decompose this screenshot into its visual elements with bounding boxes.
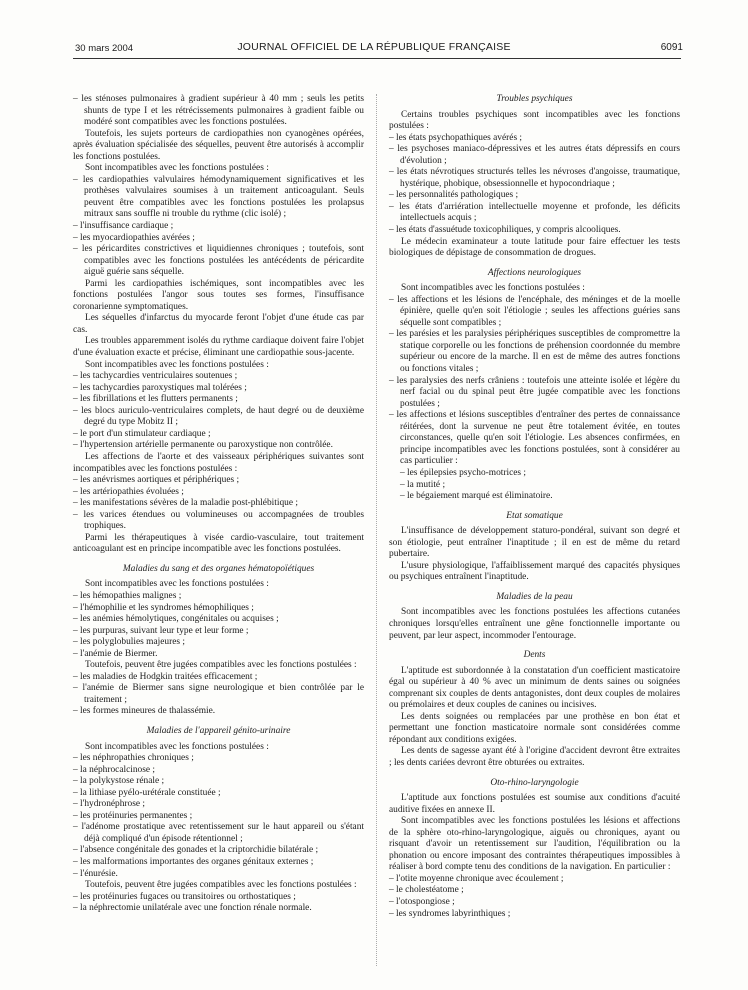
paragraph: Sont incompatibles avec les fonctions postulées : [85, 359, 269, 370]
list-item: – les états psychopathiques avérés ; [389, 133, 680, 145]
list-item: – les varices étendues ou volumineuses ou accompagnées de troubles trophiques. [73, 510, 364, 533]
list-item: – les tachycardies paroxystiques mal tolérées ; [73, 383, 364, 395]
section-heading: Maladies de l'appareil génito-urinaire [146, 725, 291, 736]
bullet-list [73, 371, 364, 452]
bullet-list [73, 753, 364, 880]
bullet-list [73, 672, 364, 718]
paragraph: Parmi les cardiopathies ischémiques, sont incompatibles avec les fonctions postulées l'angor sous toutes ses formes, l'insuffisance coronarienne symptomatiques. [73, 278, 364, 312]
paragraph: L'aptitude aux fonctions postulées est soumise aux conditions d'acuité auditive fixées en annexe II. [389, 793, 680, 815]
paragraph: Parmi les thérapeutiques à visée cardio-vasculaire, tout traitement anticoagulant est en principe incompatible avec les fonctions postulées. [73, 532, 364, 555]
list-item: – les polyglobulies majeures ; [73, 637, 364, 649]
right-column [389, 94, 680, 920]
list-item: – les malformations importantes des organes génitaux externes ; [73, 857, 364, 869]
list-item: – l'anémie de Biermer sans signe neurologique et bien contrôlée par le traitement ; [73, 683, 364, 706]
bullet-list [389, 133, 680, 237]
list-item: – les anévrismes aortiques et périphériques ; [73, 475, 364, 487]
list-item: – les épilepsies psycho-motrices ; [389, 468, 680, 480]
list-item: – les états d'arriération intellectuelle moyenne et profonde, les déficits intellectuels acquis ; [389, 202, 680, 225]
list-item: – les maladies de Hodgkin traitées efficacement ; [73, 672, 364, 684]
paragraph: Sont incompatibles avec les fonctions postulées : [85, 741, 269, 752]
bullet-list [73, 892, 364, 915]
paragraph: L'usure physiologique, l'affaiblissement marqué des capacités physiques ou psychiques entraînent l'inaptitude. [389, 560, 680, 583]
list-item: – les protéinuries permanentes ; [73, 811, 364, 823]
list-item: – la mutité ; [389, 480, 680, 492]
paragraph: Certains troubles psychiques sont incompatibles avec les fonctions postulées : [389, 109, 680, 132]
paragraph: Sont incompatibles avec les fonctions postulées les affections cutanées chroniques lorsqu'elles entraînent une gêne fonctionnelle importante ou peuvent, par leur aspect, incommoder l'entourage. [389, 607, 680, 641]
paragraph: Les troubles apparemment isolés du rythme cardiaque doivent faire l'objet d'une évaluation exacte et précise, éliminant une cardiopathie sous-jacente. [73, 336, 364, 359]
bullet-list [73, 175, 364, 279]
paragraph: Sont incompatibles avec les fonctions postulées les lésions et affections de la sphère oto-rhino-laryngologique, aiguës ou chroniques, ayant ou risquant d'avoir un retentissement sur l'audition, l'équilibration ou la phonation ou encore imposant des contraintes thérapeutiques impossibles à réaliser à bord compte tenu des conditions de la navigation. En particulier : [389, 816, 680, 873]
list-item: – la néphrocalcinose ; [73, 765, 364, 777]
list-item: – l'insuffisance cardiaque ; [73, 221, 364, 233]
journal-title: JOURNAL OFFICIEL DE LA RÉPUBLIQUE FRANÇAISE [237, 41, 511, 53]
list-item: – le port d'un stimulateur cardiaque ; [73, 429, 364, 441]
list-item: – le cholestéatome ; [389, 885, 680, 897]
paragraph: Sont incompatibles avec les fonctions postulées : [401, 283, 585, 294]
section-heading: Dents [523, 650, 546, 661]
section-heading: Etat somatique [506, 510, 563, 521]
paragraph: Les dents soignées ou remplacées par une prothèse en bon état et permettant une fonction masticatoire normale sont considérées comme répondant aux conditions exigées. [389, 711, 680, 745]
left-column [73, 94, 364, 915]
list-item: – les artériopathies évoluées ; [73, 487, 364, 499]
paragraph: Les séquelles d'infarctus du myocarde feront l'objet d'une étude cas par cas. [73, 313, 364, 335]
list-item: – l'adénome prostatique avec retentissement sur le haut appareil ou s'étant déjà compliqué d'un épisode rétentionnel ; [73, 822, 364, 845]
paragraph: L'aptitude est subordonnée à la constatation d'un coefficient masticatoire égal ou supérieur à 40 % avec un minimum de dents saines ou soignées comprenant six couples de dents antagonistes, dont deux couples de molaires ou prémolaires et deux couples de canines ou incisives. [389, 665, 680, 711]
list-item: – les personnalités pathologiques ; [389, 190, 680, 202]
bullet-list [73, 475, 364, 533]
list-item: – les cardiopathies valvulaires hémodynamiquement significatives et les prothèses valvulaires soumises à un traitement anticoagulant. Seuls peuvent être compatibles avec les fonctions postulées les prolapsus mitraux sans souffle ni trouble du rythme (clic isolé) ; [73, 175, 364, 221]
paragraph: Les dents de sagesse ayant été à l'origine d'accident devront être extraites ; les dents cariées devront être obturées ou extraites. [389, 746, 680, 768]
list-item: – la polykystose rénale ; [73, 776, 364, 788]
list-item: – l'anémie de Biermer. [73, 649, 364, 661]
list-item: – la néphrectomie unilatérale avec une fonction rénale normale. [73, 903, 364, 915]
bullet-list [389, 874, 680, 920]
list-item: – les parésies et les paralysies périphériques susceptibles de compromettre la statique corporelle ou les fonctions de préhension coordonnée du membre supérieur ou encore de la marche. Il en est de même des autres fonctions ou fonctions vitales ; [389, 329, 680, 375]
list-item: – l'hypertension artérielle permanente ou paroxystique non contrôlée. [73, 440, 364, 452]
list-item: – les syndromes labyrinthiques ; [389, 909, 680, 921]
list-item: – les formes mineures de thalassémie. [73, 706, 364, 718]
section-heading: Maladies de la peau [496, 591, 573, 602]
list-item: – les tachycardies ventriculaires soutenues ; [73, 371, 364, 383]
header-rule [73, 58, 681, 59]
paragraph: Toutefois, les sujets porteurs de cardiopathies non cyanogènes opérées, après évaluation spécialisée des séquelles, peuvent être autorisés à accomplir les fonctions postulées. [73, 128, 364, 162]
section-heading: Affections neurologiques [487, 267, 582, 278]
page-number: 6091 [660, 42, 683, 53]
list-item: – les affections et lésions susceptibles d'entraîner des pertes de connaissance réitérées, dont la survenue ne peut être totalement évitée, en toutes circonstances, quelle qu'en soit l'étiologie. Les absences confirmées, en principe incompatibles avec les fonctions postulées, sont à considérer au cas particulier : [389, 410, 680, 468]
list-item: – les blocs auriculo-ventriculaires complets, de haut degré ou de deuxième degré du type Mobitz II ; [73, 406, 364, 429]
paragraph: Sont incompatibles avec les fonctions postulées : [85, 163, 269, 174]
list-item: – l'hémophilie et les syndromes hémophiliques ; [73, 603, 364, 615]
section-heading: Troubles psychiques [496, 94, 573, 104]
list-item: – la lithiase pyélo-urétérale constituée ; [73, 788, 364, 800]
list-item: – le bégaiement marqué est éliminatoire. [389, 491, 680, 503]
list-item: – les manifestations sévères de la maladie post-phlébitique ; [73, 498, 364, 510]
section-heading: Maladies du sang et des organes hématopoïétiques [122, 563, 315, 574]
list-item: – les péricardites constrictives et liquidiennes chroniques ; toutefois, sont compatibles avec les fonctions postulées les antécédents de péricardite aiguë guérie sans séquelle. [73, 244, 364, 279]
list-item: – les purpuras, suivant leur type et leur forme ; [73, 626, 364, 638]
paragraph: Sont incompatibles avec les fonctions postulées : [85, 579, 269, 590]
list-item: – les hémopathies malignes ; [73, 591, 364, 603]
list-item: – les sténoses pulmonaires à gradient supérieur à 40 mm ; seuls les petits shunts de type I et les rétrécissements pulmonaires à gradient faible ou modéré sont compatibles avec les fonctions postulées. [73, 94, 364, 129]
list-item: – les paralysies des nerfs crâniens : toutefois une atteinte isolée et légère du nerf facial ou du spinal peut être jugée compatible avec les fonctions postulées ; [389, 376, 680, 411]
list-item: – les néphropathies chroniques ; [73, 753, 364, 765]
list-item: – les états névrotiques structurés telles les névroses d'angoisse, traumatique, hystérique, phobique, obsessionnelle et hypocondriaque ; [389, 167, 680, 190]
list-item: – les affections et les lésions de l'encéphale, des méninges et de la moelle épinière, quelle qu'en soit l'étiologie ; seules les affections guéries sans séquelle sont compatibles ; [389, 295, 680, 330]
list-item: – l'otospongiose ; [389, 897, 680, 909]
bullet-list [73, 591, 364, 660]
list-item: – l'absence congénitale des gonades et la criptorchidie bilatérale ; [73, 845, 364, 857]
bullet-list [73, 94, 364, 129]
issue-date: 30 mars 2004 [75, 43, 134, 54]
list-item: – les psychoses maniaco-dépressives et les autres états dépressifs en cours d'évolution ; [389, 144, 680, 167]
list-item: – les anémies hémolytiques, congénitales ou acquises ; [73, 614, 364, 626]
paragraph: L'insuffisance de développement staturo-pondéral, suivant son degré et son étiologie, peut entraîner l'inaptitude ; il en est de même du retard pubertaire. [389, 526, 680, 560]
bullet-list [389, 295, 680, 503]
list-item: – l'énurésie. [73, 869, 364, 881]
list-item: – l'hydronéphrose ; [73, 799, 364, 811]
paragraph: Toutefois, peuvent être jugées compatibles avec les fonctions postulées : [85, 880, 357, 891]
list-item: – l'otite moyenne chronique avec écoulement ; [389, 874, 680, 886]
section-heading: Oto-rhino-laryngologie [490, 777, 579, 788]
paragraph: Le médecin examinateur a toute latitude pour faire effectuer les tests biologiques de dépistage de consommation de drogues. [389, 236, 680, 259]
paragraph: Les affections de l'aorte et des vaisseaux périphériques suivantes sont incompatibles avec les fonctions postulées : [73, 451, 364, 474]
list-item: – les protéinuries fugaces ou transitoires ou orthostatiques ; [73, 892, 364, 904]
paragraph: Toutefois, peuvent être jugées compatibles avec les fonctions postulées : [85, 660, 357, 671]
list-item: – les fibrillations et les flutters permanents ; [73, 394, 364, 406]
column-divider [376, 94, 377, 966]
list-item: – les états d'assuétude toxicophiliques, y compris alcooliques. [389, 225, 680, 237]
list-item: – les myocardiopathies avérées ; [73, 233, 364, 245]
page-header [0, 40, 748, 58]
